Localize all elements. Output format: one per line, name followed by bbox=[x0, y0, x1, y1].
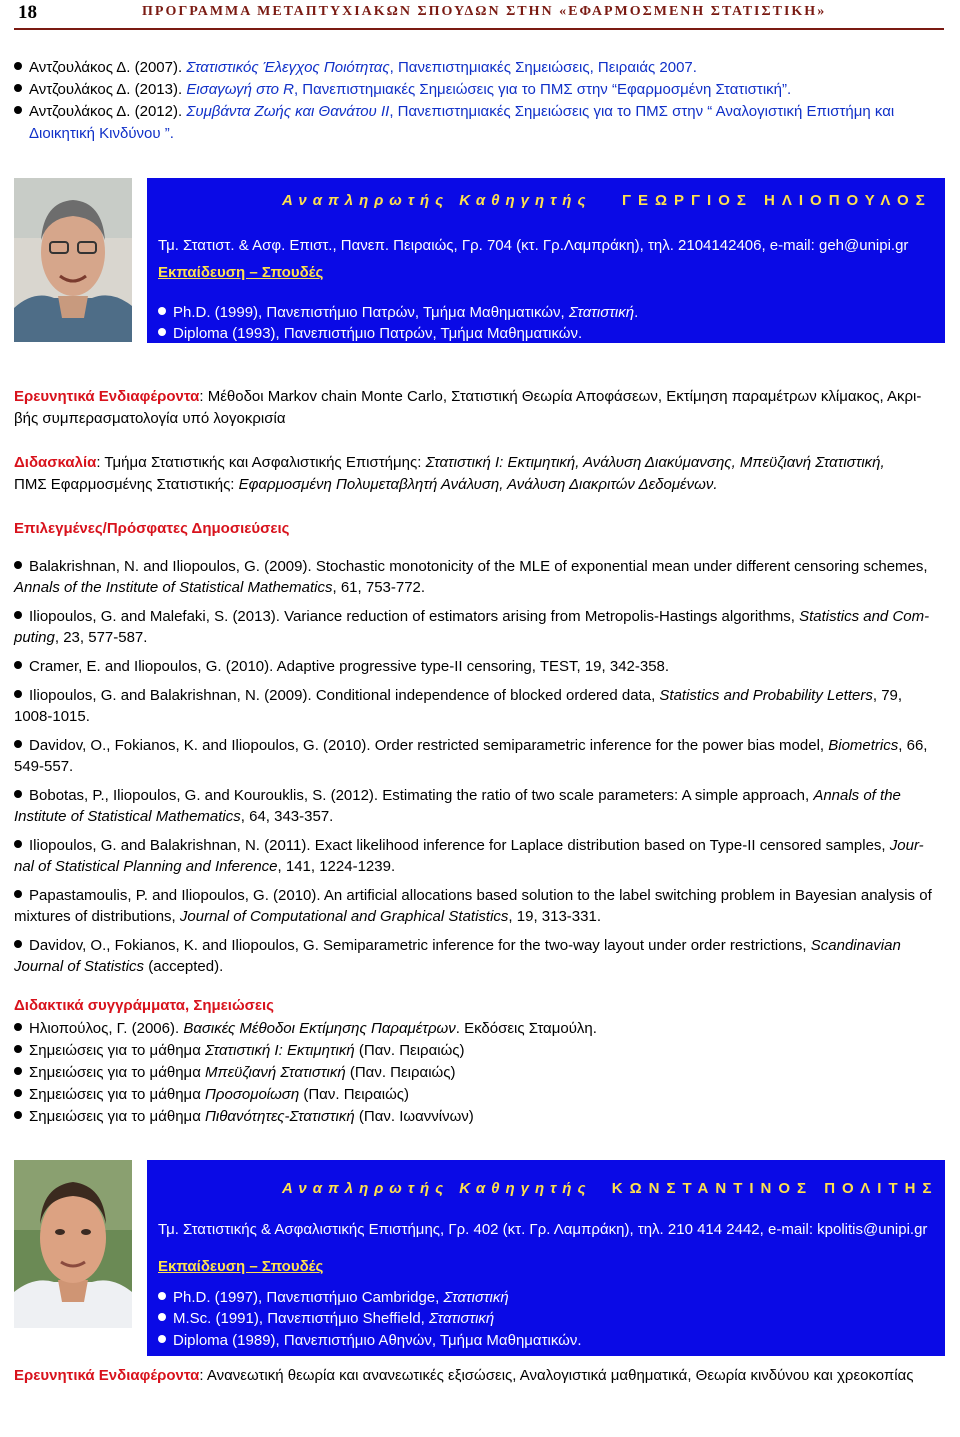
list-item: Αντζουλάκος Δ. (2007). Στατιστικός Έλεγχος Ποιότητας, Πανεπιστημιακές Σημειώσεις, Πειραιάς 2007. bbox=[14, 58, 697, 78]
publication-item: Iliopoulos, G. and Balakrishnan, N. (2009). Conditional independence of blocked ordered data, Statistics and Probability Letters, 79, bbox=[14, 686, 902, 706]
education-item: Ph.D. (1997), Πανεπιστήμιο Cambridge, Στατιστική bbox=[158, 1288, 509, 1308]
running-title: ΠΡΟΓΡΑΜΜΑ ΜΕΤΑΠΤΥΧΙΑΚΩΝ ΣΠΟΥΔΩΝ ΣΤΗΝ «ΕΦΑΡΜΟΣΜΕΝΗ ΣΤΑΤΙΣΤΙΚΗ» bbox=[142, 4, 827, 19]
bullet-icon bbox=[14, 62, 22, 70]
publication-item: Iliopoulos, G. and Malefaki, S. (2013). Variance reduction of estimators arising from Metropolis-Hastings algorithms, Statistics and Com- bbox=[14, 607, 929, 627]
bullet-icon bbox=[158, 307, 166, 315]
research-interests-cont: βής συμπερασματολογία υπό λογοκρισία bbox=[14, 410, 286, 427]
publication-item: Cramer, E. and Iliopoulos, G. (2010). Adaptive progressive type-II censoring, TEST, 19, 342-358. bbox=[14, 657, 669, 677]
bullet-icon bbox=[14, 940, 22, 948]
bullet-icon bbox=[14, 840, 22, 848]
list-item: Αντζουλάκος Δ. (2012). Συμβάντα Ζωής και Θανάτου ΙΙ, Πανεπιστημιακές Σημειώσεις για το ΠΜΣ στην “ Αναλογιστική Επιστήμη και bbox=[14, 102, 894, 122]
bullet-icon bbox=[14, 561, 22, 569]
bullet-icon bbox=[14, 1111, 22, 1119]
publications-heading: Επιλεγμένες/Πρόσφατες Δημοσιεύσεις bbox=[14, 520, 290, 537]
profile-name: ΚΩΝΣΤΑΝΤΙΝΟΣ ΠΟΛΙΤΗΣ bbox=[611, 1180, 939, 1197]
education-item: Diploma (1993), Πανεπιστήμιο Πατρών, Τμήμα Μαθηματικών. bbox=[158, 324, 582, 344]
education-item: Ph.D. (1999), Πανεπιστήμιο Πατρών, Τμήμα Μαθηματικών, Στατιστική. bbox=[158, 303, 638, 323]
list-item: Αντζουλάκος Δ. (2013). Εισαγωγή στο R, Πανεπιστημιακές Σημειώσεις για το ΠΜΣ στην “Εφαρμοσμένη Στατιστική”. bbox=[14, 80, 791, 100]
education-item: M.Sc. (1991), Πανεπιστήμιο Sheffield, Στατιστική bbox=[158, 1309, 494, 1329]
teaching-cont: ΠΜΣ Εφαρμοσμένης Στατιστικής: Εφαρμοσμένη Πολυμεταβλητή Ανάλυση, Ανάλυση Διακριτών Δεδομένων. bbox=[14, 476, 718, 493]
teaching-label: Διδασκαλία bbox=[14, 454, 97, 471]
teaching: Διδασκαλία: Τμήμα Στατιστικής και Ασφαλιστικής Επιστήμης: Στατιστική Ι: Εκτιμητική, Ανάλυση Διακύμανσης, Μπεϋζιανή Στατιστική, bbox=[14, 454, 885, 471]
publication-item: Balakrishnan, N. and Iliopoulos, G. (2009). Stochastic monotonicity of the MLE of exponential mean under different censoring schemes, bbox=[14, 557, 928, 577]
page-number: 18 bbox=[18, 2, 37, 23]
book-item: Σημειώσεις για το μάθημα Μπεϋζιανή Στατιστική (Παν. Πειραιώς) bbox=[14, 1063, 455, 1083]
education-heading: Εκπαίδευση – Σπουδές bbox=[158, 1258, 324, 1275]
profile-panel bbox=[147, 1160, 945, 1356]
publication-item-cont: nal of Statistical Planning and Inference, 141, 1224-1239. bbox=[14, 858, 396, 875]
bullet-icon bbox=[158, 1292, 166, 1300]
header-rule bbox=[14, 28, 944, 30]
publication-item: Davidov, O., Fokianos, K. and Iliopoulos, G. Semiparametric inference for the two-way layout under order restrictions, Scandinavian bbox=[14, 936, 901, 956]
bullet-icon bbox=[14, 740, 22, 748]
books-heading: Διδακτικά συγγράμματα, Σημειώσεις bbox=[14, 997, 274, 1014]
research-interests: Ερευνητικά Ενδιαφέροντα: Ανανεωτική θεωρία και ανανεωτικές εξισώσεις, Αναλογιστικά μαθηματικά, Θεωρία κινδύνου και χρεοκοπίας bbox=[14, 1367, 914, 1384]
research-label: Ερευνητικά Ενδιαφέροντα bbox=[14, 388, 200, 405]
education-item: Diploma (1989), Πανεπιστήμιο Αθηνών, Τμήμα Μαθηματικών. bbox=[158, 1331, 582, 1351]
bullet-icon bbox=[158, 328, 166, 336]
bullet-icon bbox=[14, 790, 22, 798]
bullet-icon bbox=[14, 84, 22, 92]
page-header bbox=[0, 0, 960, 30]
research-label: Ερευνητικά Ενδιαφέροντα bbox=[14, 1367, 200, 1384]
publication-item-cont: Journal of Statistics (accepted). bbox=[14, 958, 224, 975]
contact-info: Τμ. Στατιστ. & Ασφ. Επιστ., Πανεπ. Πειραιώς, Γρ. 704 (κτ. Γρ.Λαμπράκη), τηλ. 2104142406, e-mail: geh@unipi.gr bbox=[158, 237, 909, 254]
publication-item: Iliopoulos, G. and Balakrishnan, N. (2011). Exact likelihood inference for Laplace distribution based on Type-II censored samples, Jour- bbox=[14, 836, 924, 856]
publication-item-cont: 1008-1015. bbox=[14, 708, 90, 725]
contact-info: Τμ. Στατιστικής & Ασφαλιστικής Επιστήμης, Γρ. 402 (κτ. Γρ. Λαμπράκη), τηλ. 210 414 2442, e-mail: kpolitis@unipi.gr bbox=[158, 1221, 928, 1238]
bullet-icon bbox=[14, 1089, 22, 1097]
profile-title: Αναπληρωτής Καθηγητής ΚΩΝΣΤΑΝΤΙΝΟΣ ΠΟΛΙΤΗΣ bbox=[282, 1180, 939, 1197]
publication-item-cont: puting, 23, 577-587. bbox=[14, 629, 148, 646]
bullet-icon bbox=[14, 106, 22, 114]
bullet-icon bbox=[14, 1067, 22, 1075]
profile-panel bbox=[147, 178, 945, 343]
book-item: Ηλιοπούλος, Γ. (2006). Βασικές Μέθοδοι Εκτίμησης Παραμέτρων. Εκδόσεις Σταμούλη. bbox=[14, 1019, 597, 1039]
profile-photo bbox=[14, 1160, 132, 1328]
profile-photo bbox=[14, 178, 132, 342]
publication-item-cont: Annals of the Institute of Statistical Mathematics, 61, 753-772. bbox=[14, 579, 426, 596]
book-item: Σημειώσεις για το μάθημα Πιθανότητες-Στατιστική (Παν. Ιωαννίνων) bbox=[14, 1107, 474, 1127]
research-interests: Ερευνητικά Ενδιαφέροντα: Μέθοδοι Markov chain Monte Carlo, Στατιστική Θεωρία Αποφάσεων, Εκτίμηση παραμέτρων κλίμακος, Ακρι- bbox=[14, 388, 922, 405]
publication-item-cont: mixtures of distributions, Journal of Computational and Graphical Statistics, 19, 313-331. bbox=[14, 908, 601, 925]
publication-item-cont: Institute of Statistical Mathematics, 64, 343-357. bbox=[14, 808, 334, 825]
bullet-icon bbox=[14, 1023, 22, 1031]
publication-item-cont: 549-557. bbox=[14, 758, 74, 775]
bullet-icon bbox=[14, 661, 22, 669]
book-item: Σημειώσεις για το μάθημα Στατιστική Ι: Εκτιμητική (Παν. Πειραιώς) bbox=[14, 1041, 465, 1061]
publication-item: Papastamoulis, P. and Iliopoulos, G. (2010). An artificial allocations based solution to the label switching problem in Bayesian analysis of bbox=[14, 886, 932, 906]
education-heading: Εκπαίδευση – Σπουδές bbox=[158, 264, 324, 281]
book-item: Σημειώσεις για το μάθημα Προσομοίωση (Παν. Πειραιώς) bbox=[14, 1085, 409, 1105]
publication-item: Bobotas, P., Iliopoulos, G. and Kourouklis, S. (2012). Estimating the ratio of two scale parameters: A simple approach, Annals of the bbox=[14, 786, 901, 806]
list-item-continued: Διοικητική Κινδύνου ”. bbox=[29, 125, 174, 142]
bullet-icon bbox=[14, 1045, 22, 1053]
bullet-icon bbox=[14, 611, 22, 619]
bullet-icon bbox=[158, 1335, 166, 1343]
publication-item: Davidov, O., Fokianos, K. and Iliopoulos, G. (2010). Order restricted semiparametric inference for the power bias model, Biometrics, 66, bbox=[14, 736, 927, 756]
bullet-icon bbox=[14, 690, 22, 698]
profile-title: Αναπληρωτής Καθηγητής ΓΕΩΡΓΙΟΣ ΗΛΙΟΠΟΥΛΟΣ bbox=[282, 192, 932, 209]
profile-name: ΓΕΩΡΓΙΟΣ ΗΛΙΟΠΟΥΛΟΣ bbox=[621, 192, 932, 209]
bullet-icon bbox=[14, 890, 22, 898]
bullet-icon bbox=[158, 1313, 166, 1321]
